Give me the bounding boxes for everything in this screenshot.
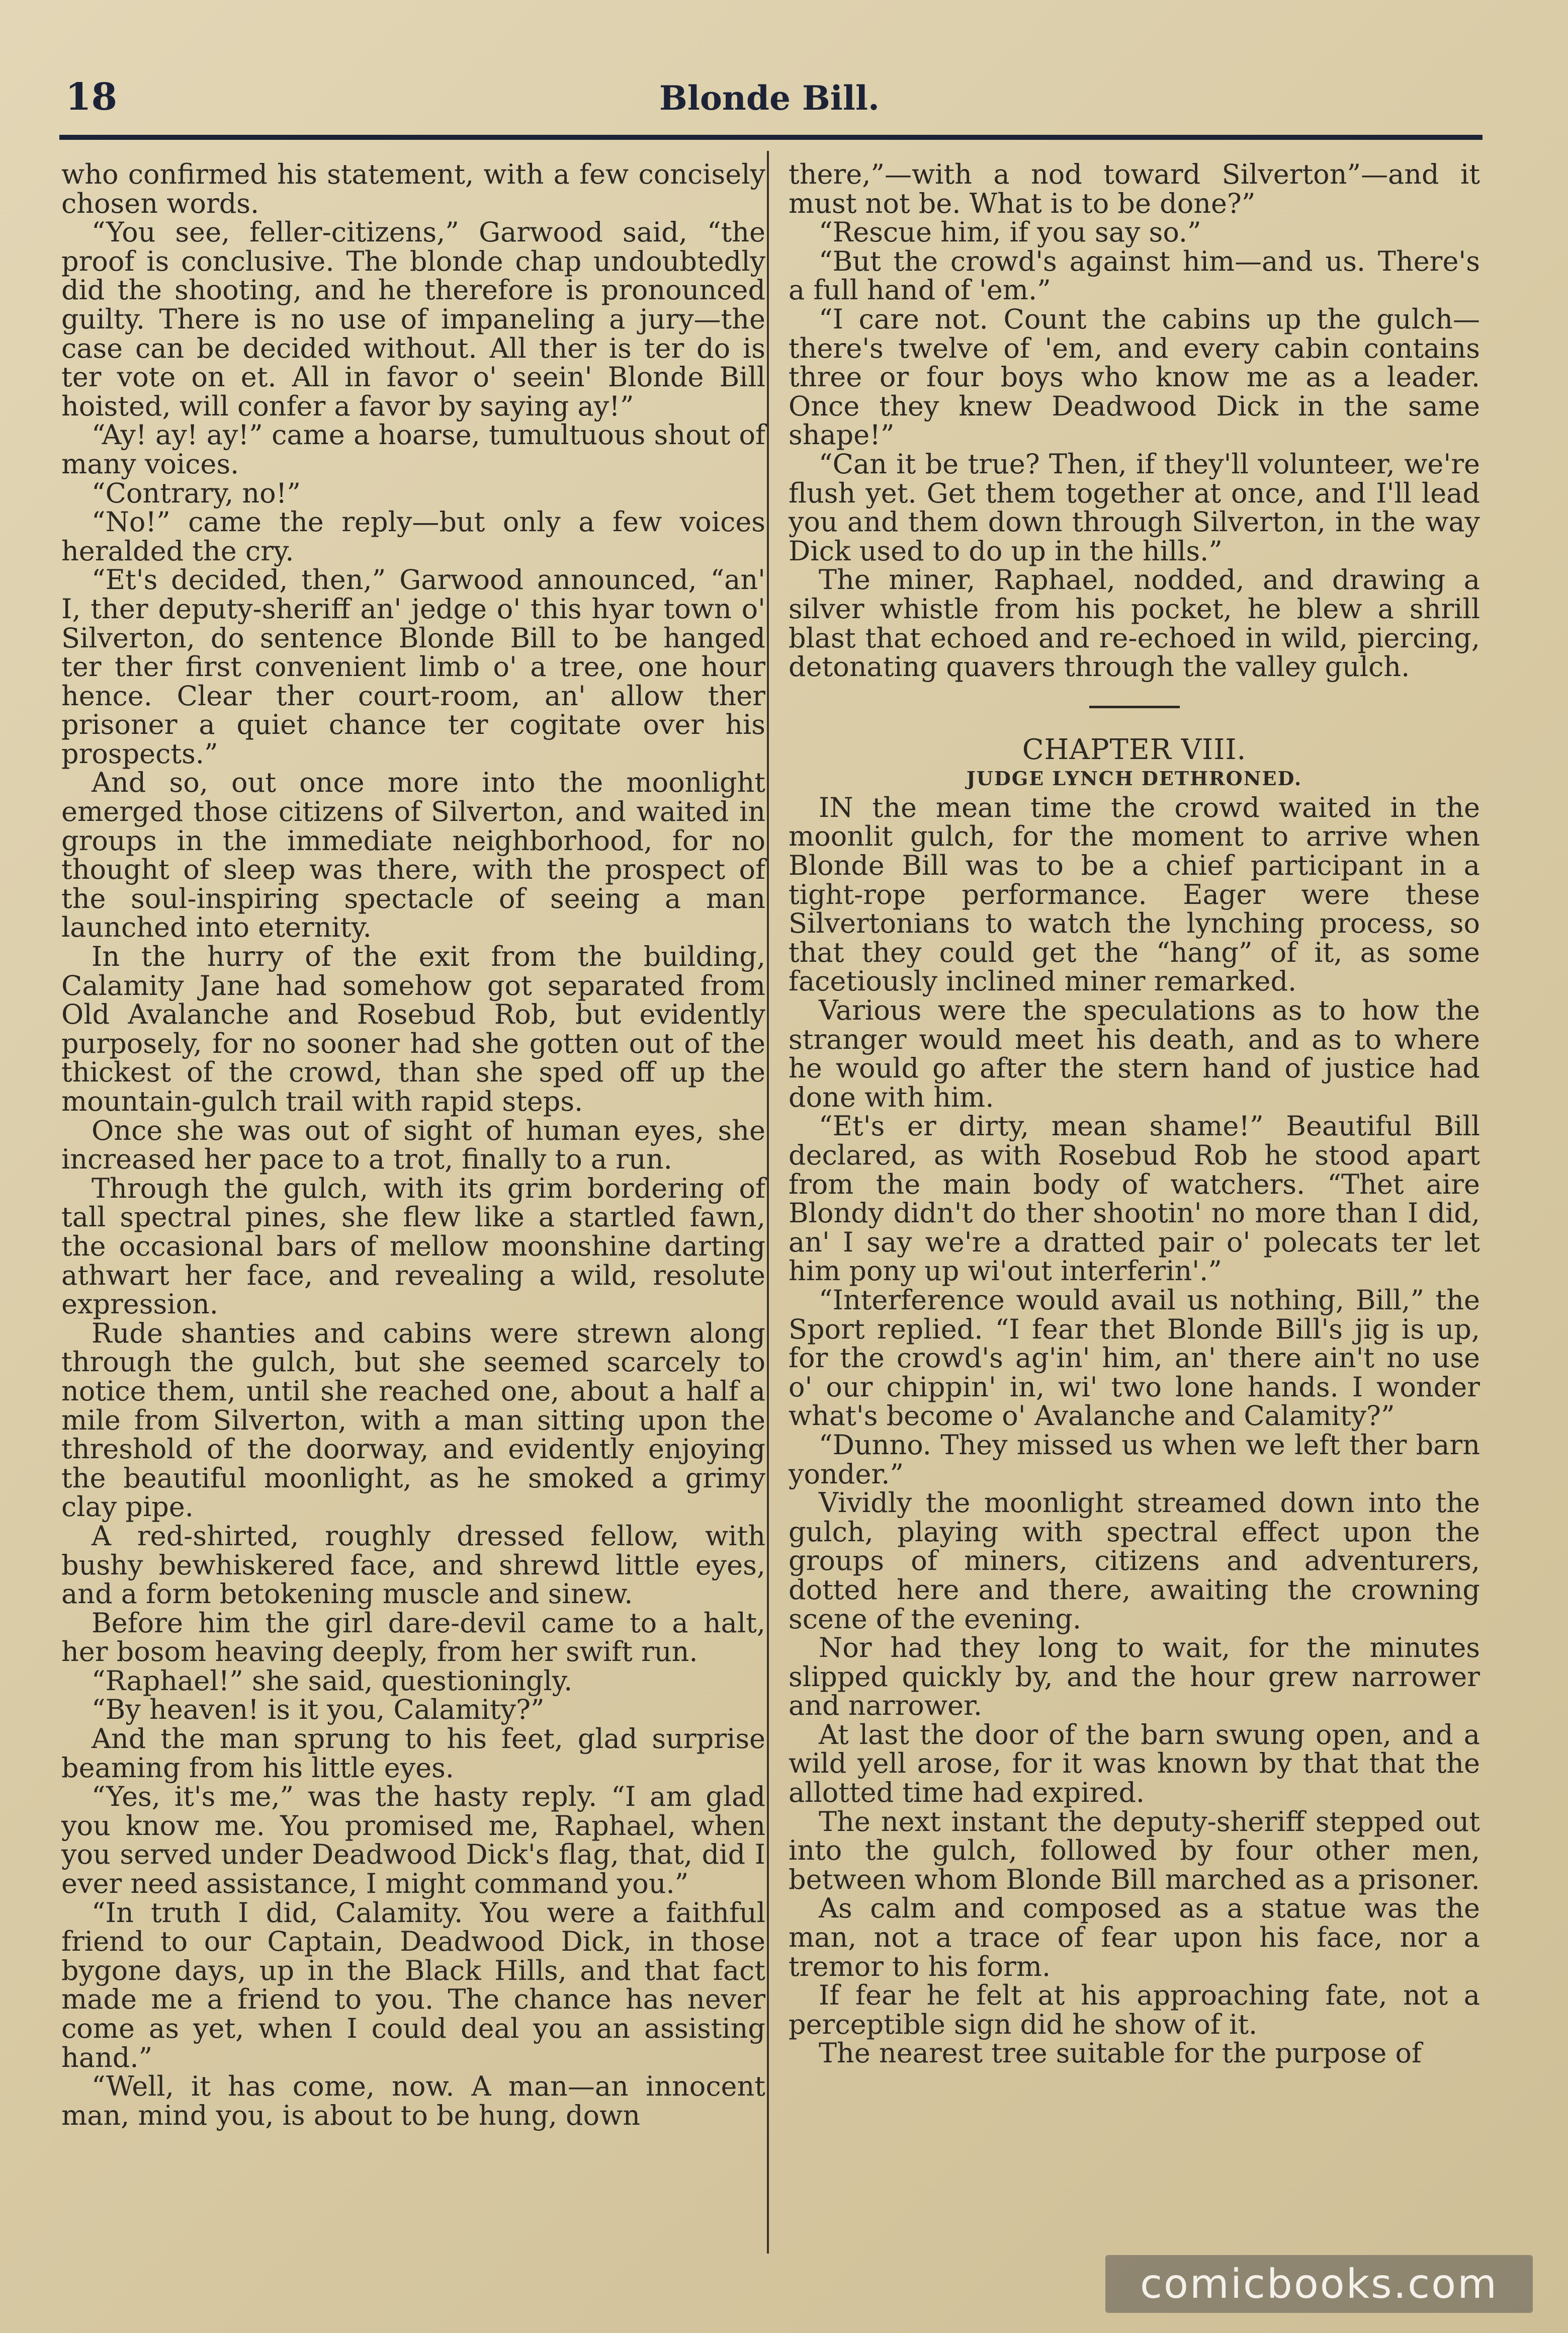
- paragraph: The next instant the deputy-sheriff stepped out into the gulch, followed by four other men, between whom Blonde Bill marched as a prisoner.: [789, 1805, 1480, 1895]
- watermark: comicbooks.com: [1105, 2255, 1533, 2313]
- paragraph: “By heaven! is it you, Calamity?”: [92, 1694, 545, 1726]
- paragraph: Vividly the moonlight streamed down into the gulch, playing with spectral effect upon the groups of miners, citizens and adventurers, dotted here and there, awaiting the crowning scene of the evening.: [789, 1487, 1480, 1635]
- paragraph: “No!” came the reply—but only a few voices heralded the cry.: [61, 506, 765, 567]
- paragraph: “Interference would avail us nothing, Bill,” the Sport replied. “I fear thet Blonde Bill's jig is up, for the crowd's ag'in' him, an' there ain't no use o' our chippin' in, wi' two lone hands. I wonder what's become o' Avalanche and Calamity?”: [789, 1284, 1480, 1432]
- paragraph: “I care not. Count the cabins up the gulch—there's twelve of 'em, and every cabin contains three or four boys who know me as a leader. Once they knew Deadwood Dick in the same shape!”: [789, 303, 1480, 451]
- paragraph: “Raphael!” she said, questioningly.: [92, 1664, 573, 1697]
- section-rule: [1089, 706, 1180, 708]
- paragraph: “But the crowd's against him—and us. There's a full hand of 'em.”: [789, 245, 1480, 306]
- chapter-title: CHAPTER VIII.: [1022, 733, 1247, 766]
- paragraph: who confirmed his statement, with a few concisely chosen words.: [61, 158, 765, 219]
- paragraph: “Ay! ay! ay!” came a hoarse, tumultuous shout of many voices.: [61, 419, 765, 480]
- paragraph: Nor had they long to wait, for the minutes slipped quickly by, and the hour grew narrower and narrower.: [789, 1632, 1480, 1722]
- paragraph: “You see, feller-citizens,” Garwood said, “the proof is conclusive. The blonde chap undoubtedly did the shooting, and he therefore is pronounced guilty. There is no use of impaneling a jury—the case can be decided without. All ther is ter do is ter vote on et. All in favor o' seein' Blonde Bill hoisted, will confer a favor by saying ay!”: [61, 216, 765, 422]
- paragraph: “Contrary, no!”: [92, 477, 301, 509]
- paragraph: IN the mean time the crowd waited in the moonlit gulch, for the moment to arrive when Blonde Bill was to be a chief participant in a tight-rope performance. Eager were these Silvertonians to watch the lynching process, so that they could get the “hang” of it, as some facetiously inclined miner remarked.: [789, 791, 1480, 997]
- running-title: Blonde Bill.: [659, 78, 880, 118]
- paragraph: “Et's er dirty, mean shame!” Beautiful Bill declared, as with Rosebud Rob he stood apart from the main body of watchers. “Thet aire Blondy didn't do ther shootin' no more than I did, an' I say we're a dratted pair o' polecats ter let him pony up wi'out interferin'.”: [789, 1110, 1480, 1287]
- paragraph: The nearest tree suitable for the purpose of: [819, 2037, 1422, 2069]
- paragraph: “Dunno. They missed us when we left ther barn yonder.”: [789, 1429, 1480, 1490]
- paragraph: At last the door of the barn swung open, and a wild yell arose, for it was known by that that the allotted time had expired.: [789, 1718, 1480, 1809]
- left-column: [61, 160, 765, 2130]
- paragraph: And the man sprung to his feet, glad surprise beaming from his little eyes.: [61, 1723, 765, 1784]
- right-column: [789, 160, 1480, 2068]
- paragraph: “In truth I did, Calamity. You were a faithful friend to our Captain, Deadwood Dick, in those bygone days, up in the Black Hills, and that fact made me a friend to you. The chance has never come as yet, when I could deal you an assisting hand.”: [61, 1896, 765, 2073]
- paragraph: Once she was out of sight of human eyes, she increased her pace to a trot, finally to a run.: [61, 1114, 765, 1176]
- paragraph: “Rescue him, if you say so.”: [819, 216, 1201, 248]
- paragraph: As calm and composed as a statue was the man, not a trace of fear upon his face, nor a tremor to his form.: [789, 1892, 1480, 1982]
- paragraph: Through the gulch, with its grim bordering of tall spectral pines, she flew like a startled fawn, the occasional bars of mellow moonshine darting athwart her face, and revealing a wild, resolute expression.: [61, 1172, 765, 1320]
- paragraph: there,”—with a nod toward Silverton”—and it must not be. What is to be done?”: [789, 158, 1480, 219]
- header-rule: [59, 135, 1483, 140]
- paragraph: Rude shanties and cabins were strewn along through the gulch, but she seemed scarcely to notice them, until she reached one, about a half a mile from Silverton, with a man sitting upon the threshold of the doorway, and evidently enjoying the beautiful moonlight, as he smoked a grimy clay pipe.: [61, 1317, 765, 1523]
- paragraph: “Can it be true? Then, if they'll volunteer, we're flush yet. Get them together at once, and I'll lead you and them down through Silverton, in the way Dick used to do up in the hills.”: [789, 448, 1480, 567]
- column-divider: [767, 151, 769, 2254]
- paragraph: The miner, Raphael, nodded, and drawing a silver whistle from his pocket, he blew a shrill blast that echoed and re-echoed in wild, piercing, detonating quavers through the valley gulch.: [789, 564, 1480, 683]
- paragraph: “Et's decided, then,” Garwood announced, “an' I, ther deputy-sheriff an' jedge o' this hyar town o' Silverton, do sentence Blonde Bill to be hanged ter ther first convenient limb o' a tree, one hour hence. Clear ther court-room, an' allow ther prisoner a quiet chance ter cogitate over his prospects.”: [61, 564, 765, 770]
- chapter-subtitle: JUDGE LYNCH DETHRONED.: [966, 767, 1302, 790]
- paragraph: Various were the speculations as to how the stranger would meet his death, and as to where he would go after the stern hand of justice had done with him.: [789, 994, 1480, 1113]
- paragraph: If fear he felt at his approaching fate, not a perceptible sign did he show of it.: [789, 1979, 1480, 2040]
- page-header: [65, 75, 1473, 121]
- paragraph: “Well, it has come, now. A man—an innocent man, mind you, is about to be hung, down: [61, 2070, 765, 2131]
- paragraph: “Yes, it's me,” was the hasty reply. “I am glad you know me. You promised me, Raphael, when you served under Deadwood Dick's flag, that, did I ever need assistance, I might command you.”: [61, 1781, 765, 1900]
- paragraph: A red-shirted, roughly dressed fellow, with bushy bewhiskered face, and shrewd little eyes, and a form betokening muscle and sinew.: [61, 1520, 765, 1610]
- right-column-bottom: [789, 793, 1480, 2068]
- paragraph: Before him the girl dare-devil came to a halt, her bosom heaving deeply, from her swift run.: [61, 1607, 765, 1668]
- paragraph: In the hurry of the exit from the building, Calamity Jane had somehow got separated from Old Avalanche and Rosebud Rob, but evidently purposely, for no sooner had she gotten out of the thickest of the crowd, than she sped off up the mountain-gulch trail with rapid steps.: [61, 941, 765, 1117]
- page-number: 18: [65, 75, 117, 119]
- right-column-top: [789, 160, 1480, 682]
- paragraph: And so, out once more into the moonlight emerged those citizens of Silverton, and waited in groups in the immediate neighborhood, for no thought of sleep was there, with the prospect of the soul-inspiring spectacle of seeing a man launched into eternity.: [61, 767, 765, 944]
